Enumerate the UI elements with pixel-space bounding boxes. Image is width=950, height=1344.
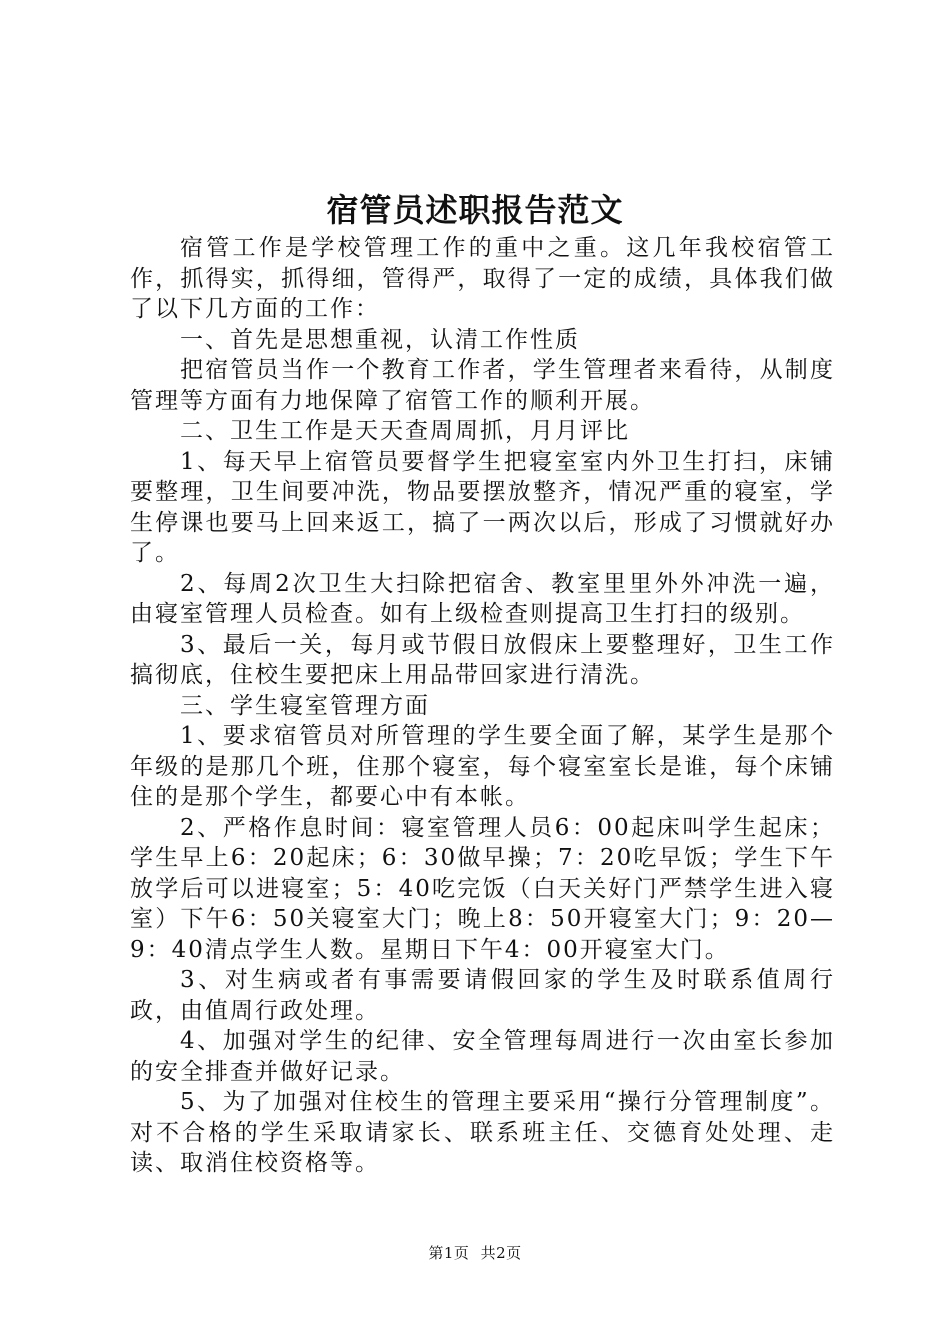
paragraph-intro: 宿管工作是学校管理工作的重中之重。这几年我校宿管工作，抓得实，抓得细，管得严，取得了一定的成绩，具体我们做了以下几方面的工作： [130,235,835,322]
page-footer [0,1241,950,1265]
paragraph-section-1: 把宿管员当作一个教育工作者，学生管理者来看待，从制度管理等方面有力地保障了宿管工作的顺利开展。 [130,357,835,414]
section-heading-2: 二、卫生工作是天天查周周抓，月月评比 [180,418,630,444]
list-item-3-4: 4、加强对学生的纪律、安全管理每周进行一次由室长参加的安全排查并做好记录。 [130,1028,835,1085]
list-item-2-1: 1、每天早上宿管员要督学生把寝室室内外卫生打扫，床铺要整理，卫生间要冲洗，物品要摆放整齐，情况严重的寝室，学生停课也要马上回来返工，搞了一两次以后，形成了习惯就好办了。 [130,448,835,566]
list-item-3-3: 3、对生病或者有事需要请假回家的学生及时联系值周行政，由值周行政处理。 [130,967,835,1024]
document-title: 宿管员述职报告范文 [326,191,624,229]
document-body [130,233,835,1179]
section-heading-1: 一、首先是思想重视，认清工作性质 [180,326,580,353]
page-number: 第1页 [428,1244,470,1262]
list-item-3-2: 2、严格作息时间：寝室管理人员6：00起床叫学生起床；学生早上6：20起床；6：30做早操；7：20吃早饭；学生下午放学后可以进寝室；5：40吃完饭（白天关好门严禁学生进入寝室）下午6：50关寝室大门；晚上8：50开寝室大门；9：20—9：40清点学生人数。星期日下午4：00开寝室大门。 [130,814,835,963]
list-item-3-5: 5、为了加强对住校生的管理主要采用“操行分管理制度”。对不合格的学生采取请家长、联系班主任、交德育处处理、走读、取消住校资格等。 [130,1089,835,1176]
page-total: 共2页 [480,1244,522,1262]
list-item-2-3: 3、最后一关，每月或节假日放假床上要整理好，卫生工作搞彻底，住校生要把床上用品带回家进行清洗。 [130,631,835,688]
list-item-3-1: 1、要求宿管员对所管理的学生要全面了解，某学生是那个年级的是那几个班，住那个寝室，每个寝室室长是谁，每个床铺住的是那个学生，都要心中有本帐。 [130,723,835,810]
section-heading-3: 三、学生寝室管理方面 [180,692,430,719]
list-item-2-2: 2、每周2次卫生大扫除把宿舍、教室里里外外冲洗一遍，由寝室管理人员检查。如有上级检查则提高卫生打扫的级别。 [130,570,835,627]
